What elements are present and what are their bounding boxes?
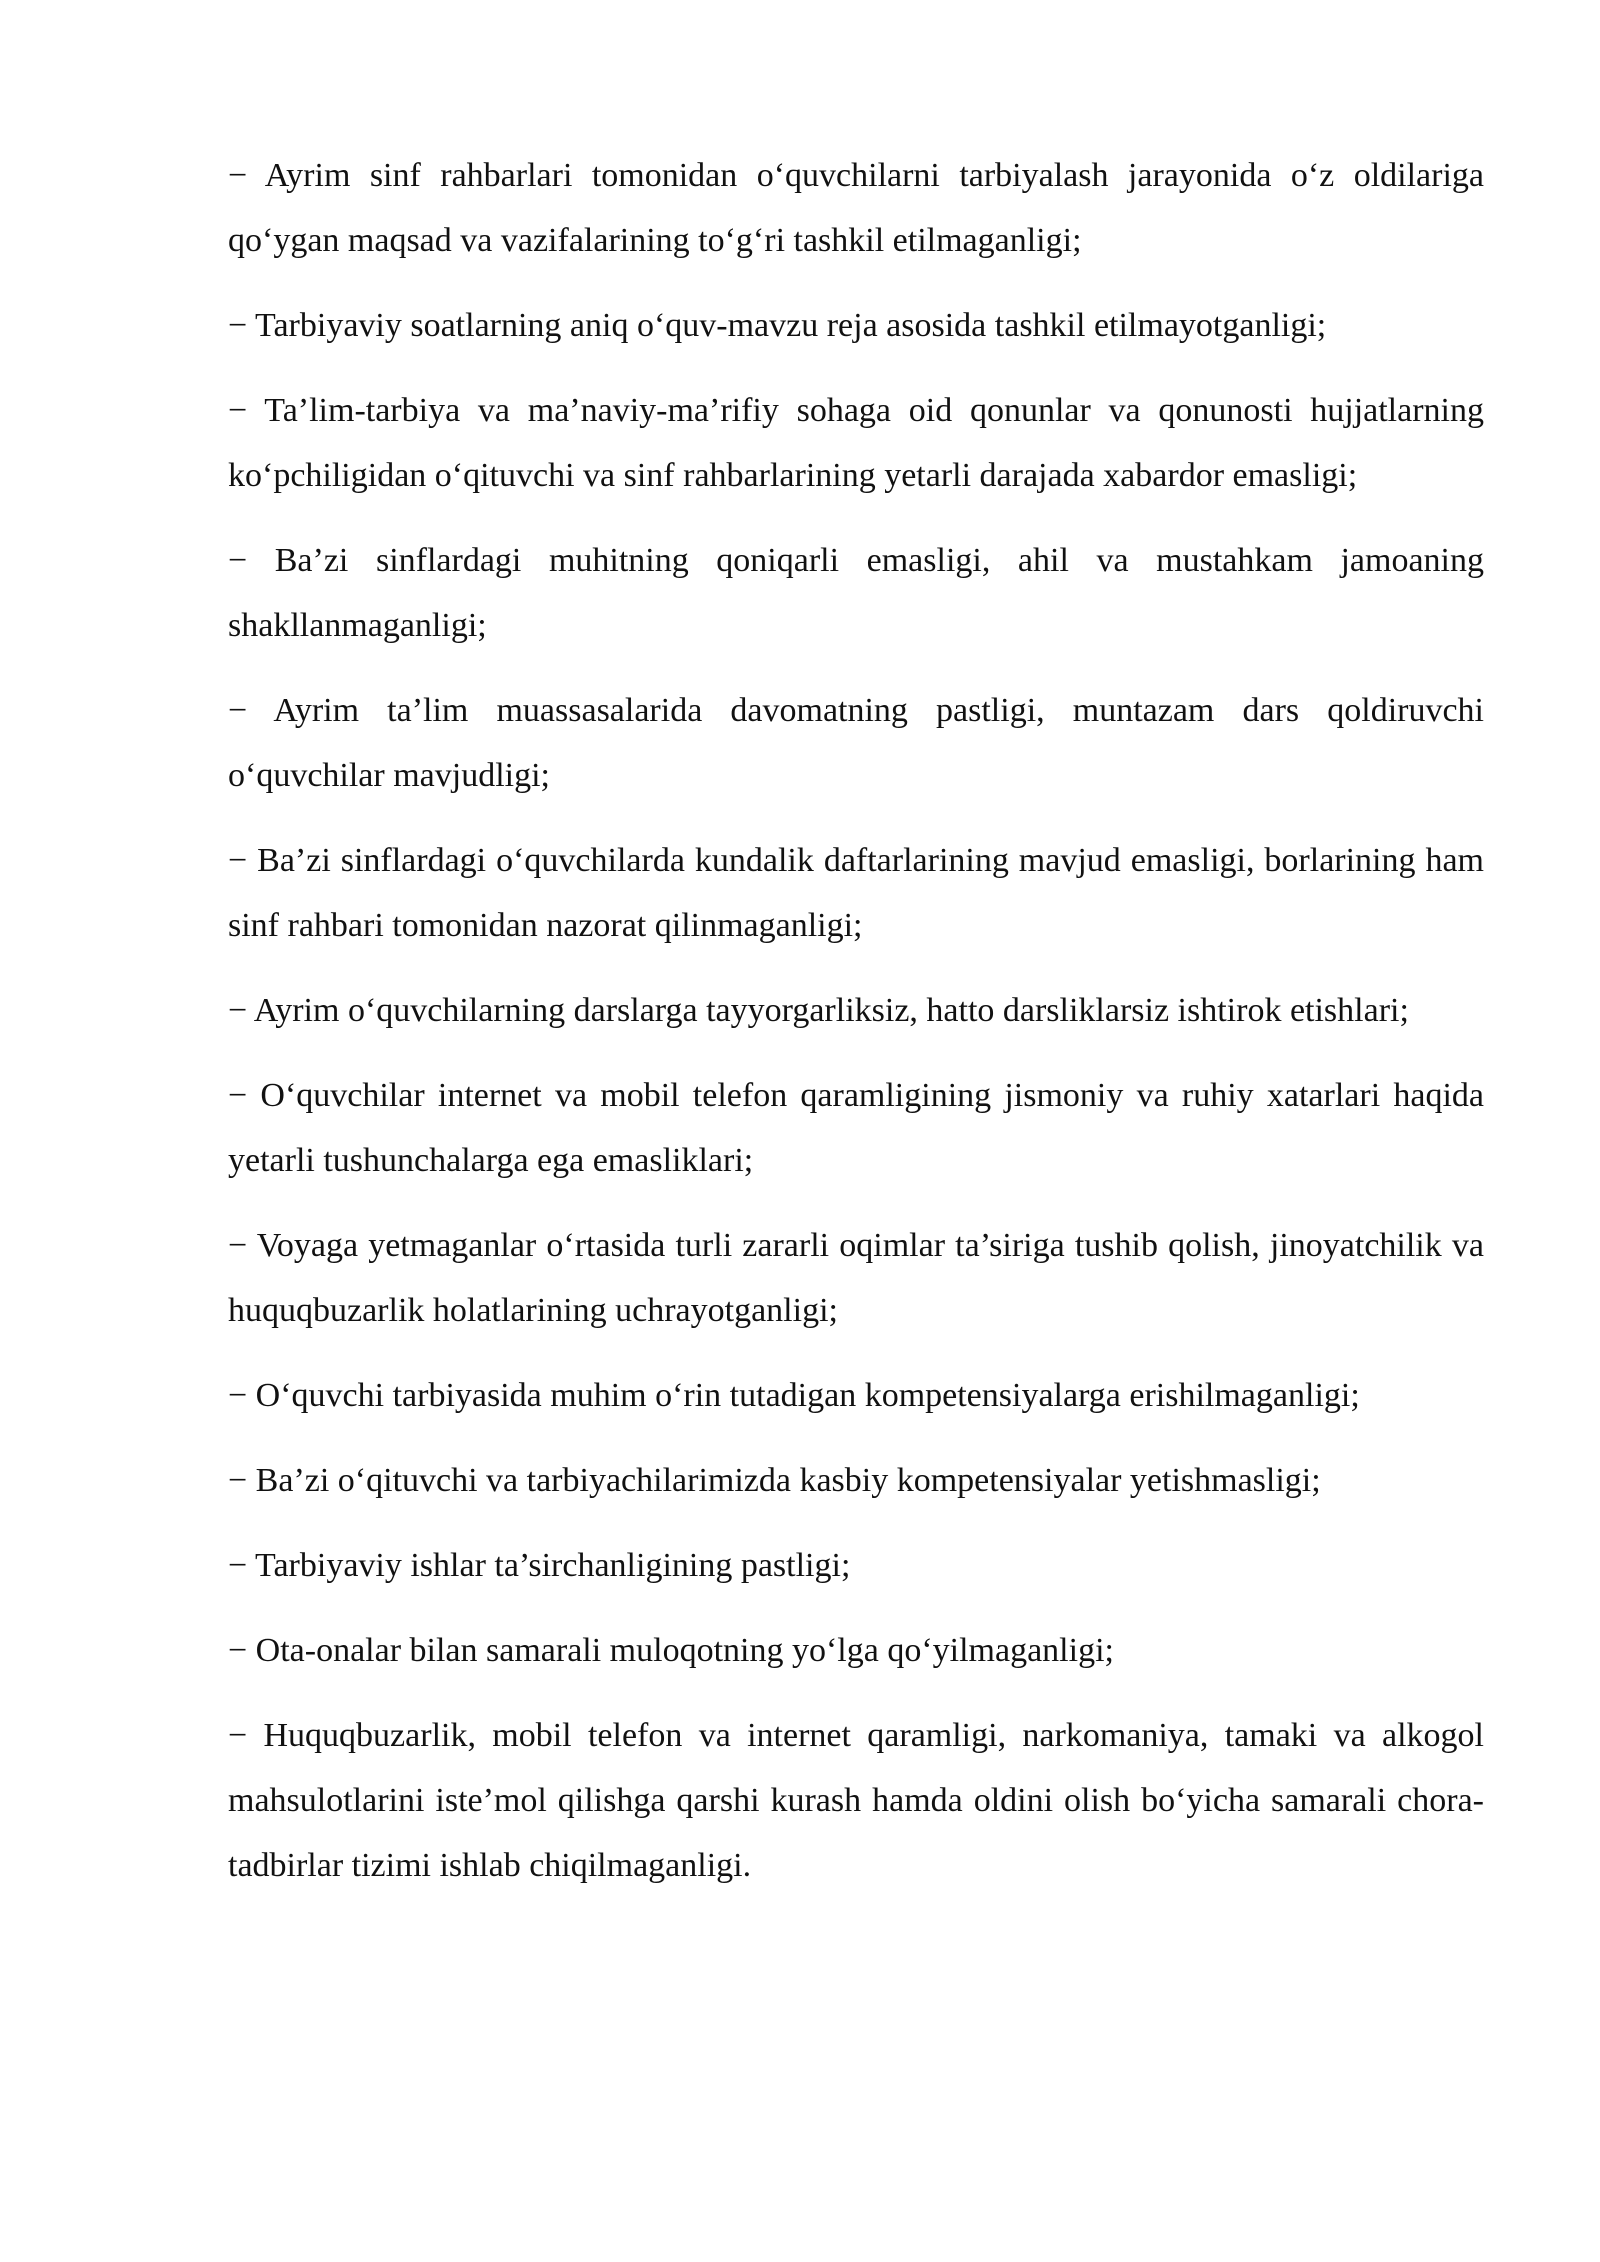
list-item: − Ayrim ta’lim muassasalarida davomatning pastligi, muntazam dars qoldiruvchi o‘quvchilar mavjudligi;	[228, 692, 1484, 794]
list-item: − Tarbiyaviy ishlar ta’sirchanligining pastligi;	[228, 1547, 851, 1584]
list-item: − Ba’zi sinflardagi o‘quvchilarda kundalik daftarlarining mavjud emasligi, borlarining ham sinf rahbari tomonidan nazorat qilinmaganligi;	[228, 842, 1484, 944]
list-item: − Voyaga yetmaganlar o‘rtasida turli zararli oqimlar ta’siriga tushib qolish, jinoyatchilik va huquqbuzarlik holatlarining uchrayotganligi;	[228, 1227, 1484, 1329]
list-item: − O‘quvchi tarbiyasida muhim o‘rin tutadigan kompetensiyalarga erishilmaganligi;	[228, 1377, 1360, 1414]
list-item: − O‘quvchilar internet va mobil telefon qaramligining jismoniy va ruhiy xatarlari haqida yetarli tushunchalarga ega emasliklari;	[228, 1077, 1484, 1179]
list-item: − Ayrim o‘quvchilarning darslarga tayyorgarliksiz, hatto darsliklarsiz ishtirok etishlari;	[228, 992, 1409, 1029]
list-item: − Ta’lim-tarbiya va ma’naviy-ma’rifiy sohaga oid qonunlar va qonunosti hujjatlarning ko‘pchiligidan o‘qituvchi va sinf rahbarlarining yetarli darajada xabardor emasligi;	[228, 392, 1484, 494]
list-item: − Ota-onalar bilan samarali muloqotning yo‘lga qo‘yilmaganligi;	[228, 1632, 1114, 1669]
list-item: − Huquqbuzarlik, mobil telefon va internet qaramligi, narkomaniya, tamaki va alkogol mahsulotlarini iste’mol qilishga qarshi kurash hamda oldini olish bo‘yicha samarali chora-tadbirlar tizimi ishlab chiqilmaganligi.	[228, 1717, 1484, 1884]
list-item: − Ba’zi sinflardagi muhitning qoniqarli emasligi, ahil va mustahkam jamoaning shakllanmaganligi;	[228, 542, 1484, 644]
list-item: − Tarbiyaviy soatlarning aniq o‘quv-mavzu reja asosida tashkil etilmayotganligi;	[228, 307, 1327, 344]
list-item: − Ba’zi o‘qituvchi va tarbiyachilarimizda kasbiy kompetensiyalar yetishmasligi;	[228, 1462, 1321, 1499]
document-body	[228, 143, 1484, 1918]
list-item: − Ayrim sinf rahbarlari tomonidan o‘quvchilarni tarbiyalash jarayonida o‘z oldilariga qo‘ygan maqsad va vazifalarining to‘g‘ri tashkil etilmaganligi;	[228, 157, 1484, 259]
